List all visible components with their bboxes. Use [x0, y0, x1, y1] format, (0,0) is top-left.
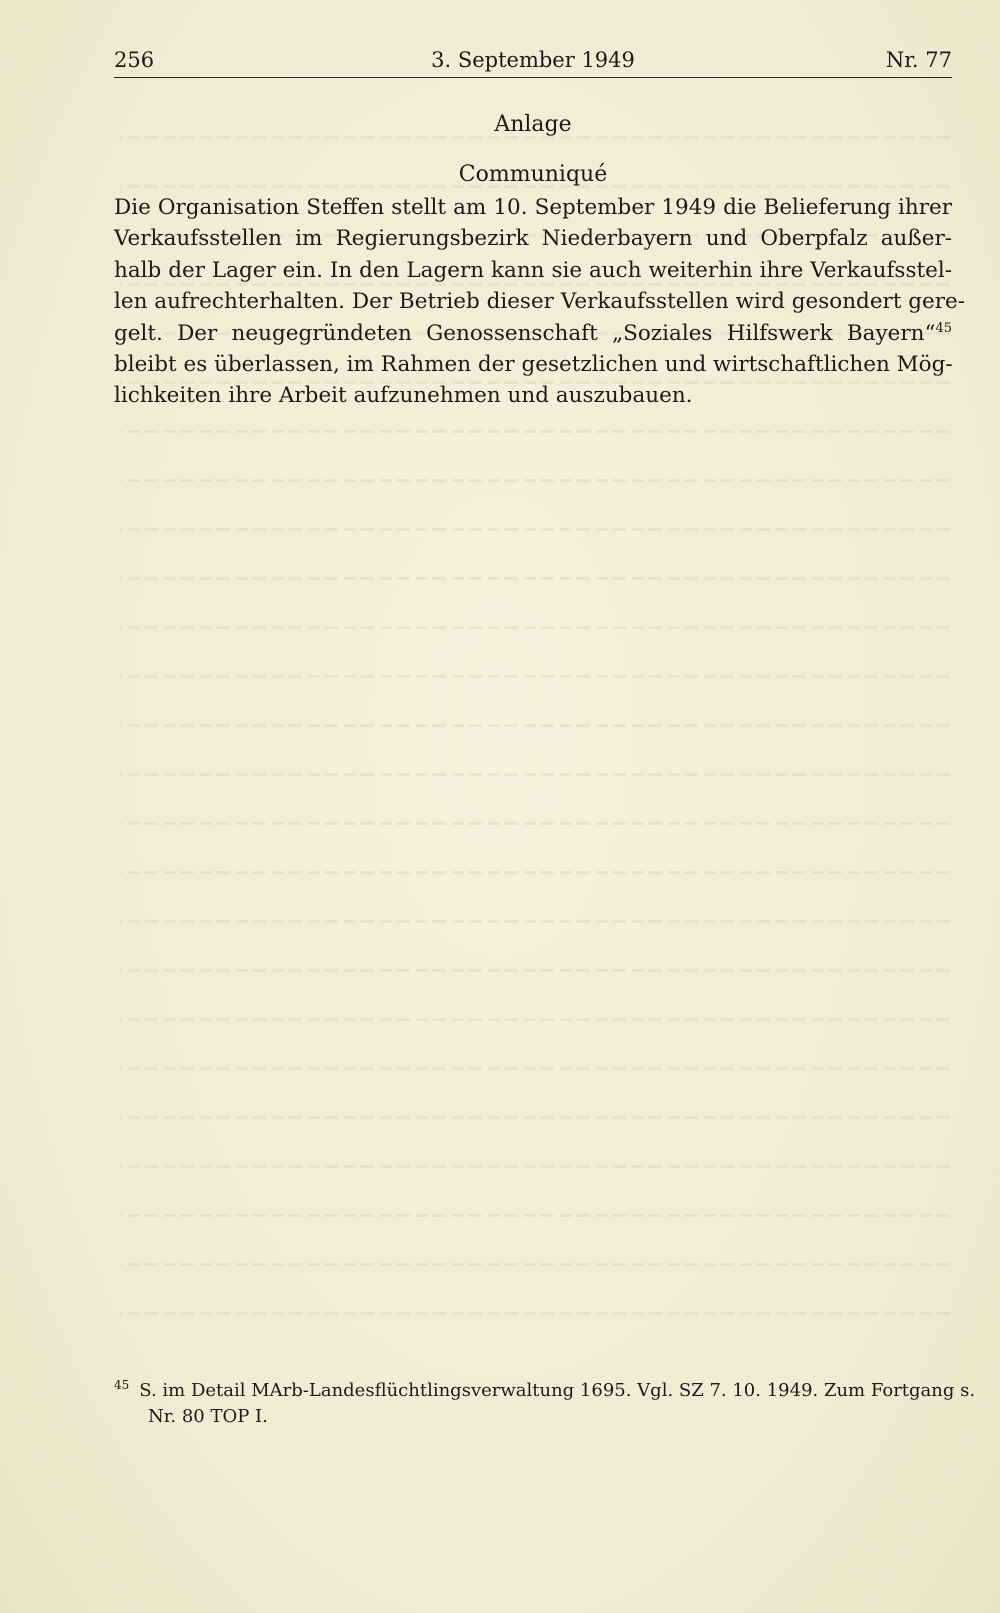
header-rule: [114, 77, 952, 78]
header-date: 3. September 1949: [431, 48, 635, 72]
body-line-with-footnote: [114, 318, 952, 349]
body-line: len aufrechterhalten. Der Betrieb dieser Verkaufsstellen wird gesondert gere-: [114, 289, 966, 315]
footnote-reference[interactable]: 45: [935, 320, 952, 336]
footnote-marker: 45: [114, 1378, 130, 1392]
footnote-line: [114, 1378, 976, 1404]
footnote-text-1: S. im Detail MArb-Landesflüchtlingsverwaltung 1695. Vgl. SZ 7. 10. 1949. Zum Fortgang s.: [139, 1380, 976, 1401]
running-header: [114, 44, 952, 80]
section-heading: Anlage: [494, 112, 572, 137]
footnote: [114, 1378, 976, 1430]
page-number: 256: [114, 48, 155, 72]
body-line: halb der Lager ein. In den Lagern kann sie auch weiterhin ihre Verkaufsstel-: [114, 257, 952, 283]
body-line: Verkaufsstellen im Regierungsbezirk Niederbayern und Oberpfalz außer-: [114, 226, 952, 252]
body-paragraph: [114, 192, 966, 412]
footnote-text-2: Nr. 80 TOP I.: [148, 1406, 268, 1427]
body-line: lichkeiten ihre Arbeit aufzunehmen und auszubauen.: [114, 383, 693, 409]
section-subheading: Communiqué: [458, 162, 608, 187]
body-line: Die Organisation Steffen stellt am 10. September 1949 die Belieferung ihrer: [114, 195, 952, 220]
issue-number: Nr. 77: [885, 48, 952, 72]
body-line-text: gelt. Der neugegründeten Genossenschaft „Soziales Hilfswerk Bayern“: [114, 320, 936, 346]
body-line: bleibt es überlassen, im Rahmen der gesetzlichen und wirtschaftlichen Mög-: [114, 351, 953, 377]
